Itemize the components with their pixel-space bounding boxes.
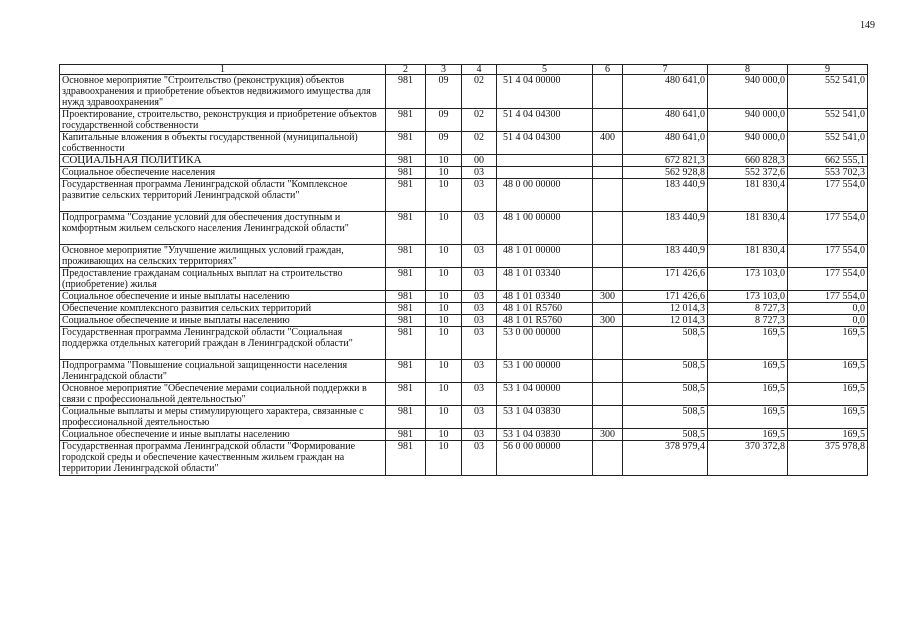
amount-cell: 181 830,4 [708, 245, 788, 268]
amount-cell: 0,0 [788, 315, 868, 327]
code-cell: 03 [462, 406, 497, 429]
code-cell: 03 [462, 303, 497, 315]
row-label: Капитальные вложения в объекты государственной (муниципальной) собственности [60, 132, 386, 155]
code-cell: 981 [386, 360, 426, 383]
page-number: 149 [860, 20, 875, 31]
code-cell [593, 406, 623, 429]
amount-cell: 173 103,0 [708, 268, 788, 291]
table-row [60, 109, 868, 132]
table-row [60, 212, 868, 245]
header-cell: 8 [708, 65, 788, 75]
code-cell: 981 [386, 315, 426, 327]
amount-cell: 177 554,0 [788, 291, 868, 303]
header-cell: 5 [497, 65, 593, 75]
code-cell: 300 [593, 315, 623, 327]
row-label: Социальное обеспечение и иные выплаты населению [60, 429, 386, 441]
row-label: Основное мероприятие "Обеспечение мерами социальной поддержки в связи с профессиональной деятельностью" [60, 383, 386, 406]
code-cell: 03 [462, 291, 497, 303]
amount-cell: 562 928,8 [623, 167, 708, 179]
budget-table [59, 64, 868, 476]
header-cell: 2 [386, 65, 426, 75]
table-row [60, 360, 868, 383]
header-cell: 9 [788, 65, 868, 75]
row-label: Социальные выплаты и меры стимулирующего характера, связанные с профессиональной деятельностью [60, 406, 386, 429]
code-cell: 03 [462, 268, 497, 291]
amount-cell: 8 727,3 [708, 315, 788, 327]
code-cell: 03 [462, 327, 497, 360]
amount-cell: 169,5 [708, 383, 788, 406]
table-row [60, 167, 868, 179]
code-cell: 981 [386, 291, 426, 303]
code-cell: 48 1 01 03340 [497, 268, 593, 291]
amount-cell: 8 727,3 [708, 303, 788, 315]
code-cell [593, 441, 623, 476]
code-cell: 56 0 00 00000 [497, 441, 593, 476]
table-row [60, 75, 868, 109]
amount-cell: 12 014,3 [623, 315, 708, 327]
code-cell: 981 [386, 109, 426, 132]
code-cell: 51 4 04 04300 [497, 132, 593, 155]
code-cell [593, 212, 623, 245]
amount-cell: 181 830,4 [708, 212, 788, 245]
amount-cell: 177 554,0 [788, 179, 868, 212]
header-row [60, 65, 868, 75]
header-cell: 3 [426, 65, 462, 75]
table-row [60, 155, 868, 167]
table-row [60, 245, 868, 268]
row-label: Социальное обеспечение и иные выплаты населению [60, 291, 386, 303]
amount-cell: 552 372,6 [708, 167, 788, 179]
code-cell: 981 [386, 406, 426, 429]
amount-cell: 662 555,1 [788, 155, 868, 167]
code-cell: 981 [386, 245, 426, 268]
amount-cell: 508,5 [623, 406, 708, 429]
code-cell: 48 1 01 00000 [497, 245, 593, 268]
code-cell [497, 155, 593, 167]
code-cell: 300 [593, 429, 623, 441]
table-row [60, 315, 868, 327]
amount-cell: 0,0 [788, 303, 868, 315]
code-cell: 10 [426, 245, 462, 268]
code-cell: 981 [386, 212, 426, 245]
code-cell: 48 0 00 00000 [497, 179, 593, 212]
amount-cell: 378 979,4 [623, 441, 708, 476]
code-cell: 10 [426, 268, 462, 291]
amount-cell: 169,5 [788, 406, 868, 429]
code-cell: 03 [462, 245, 497, 268]
amount-cell: 183 440,9 [623, 212, 708, 245]
code-cell: 09 [426, 75, 462, 109]
amount-cell: 169,5 [788, 383, 868, 406]
code-cell: 03 [462, 383, 497, 406]
code-cell: 48 1 00 00000 [497, 212, 593, 245]
header-cell: 4 [462, 65, 497, 75]
code-cell: 48 1 01 R5760 [497, 303, 593, 315]
amount-cell: 169,5 [788, 429, 868, 441]
amount-cell: 183 440,9 [623, 179, 708, 212]
amount-cell: 169,5 [708, 429, 788, 441]
table-row [60, 441, 868, 476]
table-row [60, 406, 868, 429]
row-label: СОЦИАЛЬНАЯ ПОЛИТИКА [60, 155, 386, 167]
code-cell: 03 [462, 167, 497, 179]
row-label: Обеспечение комплексного развития сельских территорий [60, 303, 386, 315]
code-cell: 03 [462, 212, 497, 245]
amount-cell: 12 014,3 [623, 303, 708, 315]
amount-cell: 672 821,3 [623, 155, 708, 167]
code-cell: 400 [593, 132, 623, 155]
amount-cell: 480 641,0 [623, 132, 708, 155]
code-cell [593, 75, 623, 109]
amount-cell: 183 440,9 [623, 245, 708, 268]
amount-cell: 508,5 [623, 360, 708, 383]
row-label: Подпрограмма "Повышение социальной защищенности населения Ленинградской области" [60, 360, 386, 383]
code-cell [593, 303, 623, 315]
code-cell: 10 [426, 360, 462, 383]
code-cell [593, 109, 623, 132]
code-cell: 53 1 00 00000 [497, 360, 593, 383]
code-cell: 53 1 04 03830 [497, 429, 593, 441]
code-cell: 02 [462, 109, 497, 132]
code-cell: 981 [386, 155, 426, 167]
amount-cell: 171 426,6 [623, 268, 708, 291]
amount-cell: 375 978,8 [788, 441, 868, 476]
row-label: Государственная программа Ленинградской области "Социальная поддержка отдельных категорий граждан в Ленинградской области" [60, 327, 386, 360]
code-cell: 10 [426, 155, 462, 167]
code-cell [593, 155, 623, 167]
code-cell: 10 [426, 303, 462, 315]
code-cell: 03 [462, 429, 497, 441]
table-row [60, 327, 868, 360]
code-cell: 03 [462, 315, 497, 327]
code-cell: 10 [426, 327, 462, 360]
code-cell: 10 [426, 179, 462, 212]
amount-cell: 169,5 [788, 327, 868, 360]
amount-cell: 940 000,0 [708, 109, 788, 132]
code-cell [593, 327, 623, 360]
amount-cell: 940 000,0 [708, 132, 788, 155]
code-cell [497, 167, 593, 179]
code-cell: 981 [386, 167, 426, 179]
code-cell: 981 [386, 268, 426, 291]
amount-cell: 169,5 [708, 360, 788, 383]
row-label: Подпрограмма "Создание условий для обеспечения доступным и комфортным жильем сельского населения Ленинградской области" [60, 212, 386, 245]
amount-cell: 508,5 [623, 383, 708, 406]
header-cell: 1 [60, 65, 386, 75]
code-cell: 03 [462, 360, 497, 383]
code-cell: 10 [426, 315, 462, 327]
table-row [60, 179, 868, 212]
code-cell: 10 [426, 291, 462, 303]
table-row [60, 268, 868, 291]
code-cell: 981 [386, 327, 426, 360]
amount-cell: 177 554,0 [788, 212, 868, 245]
row-label: Основное мероприятие "Улучшение жилищных условий граждан, проживающих на сельских территориях" [60, 245, 386, 268]
amount-cell: 169,5 [708, 327, 788, 360]
row-label: Основное мероприятие "Строительство (реконструкция) объектов здравоохранения и приобретение объектов недвижимого имущества для нужд здравоохранения" [60, 75, 386, 109]
code-cell: 10 [426, 212, 462, 245]
code-cell: 03 [462, 441, 497, 476]
amount-cell: 508,5 [623, 327, 708, 360]
code-cell: 09 [426, 132, 462, 155]
amount-cell: 370 372,8 [708, 441, 788, 476]
code-cell: 10 [426, 429, 462, 441]
code-cell: 10 [426, 167, 462, 179]
code-cell [593, 383, 623, 406]
code-cell: 981 [386, 441, 426, 476]
code-cell: 10 [426, 406, 462, 429]
table-row [60, 132, 868, 155]
code-cell: 02 [462, 132, 497, 155]
amount-cell: 177 554,0 [788, 245, 868, 268]
amount-cell: 552 541,0 [788, 109, 868, 132]
row-label: Предоставление гражданам социальных выплат на строительство (приобретение) жилья [60, 268, 386, 291]
code-cell: 10 [426, 441, 462, 476]
code-cell: 53 1 04 00000 [497, 383, 593, 406]
code-cell [593, 167, 623, 179]
row-label: Проектирование, строительство, реконструкция и приобретение объектов государственной собственности [60, 109, 386, 132]
code-cell: 981 [386, 179, 426, 212]
table-row [60, 291, 868, 303]
amount-cell: 508,5 [623, 429, 708, 441]
amount-cell: 169,5 [708, 406, 788, 429]
row-label: Социальное обеспечение населения [60, 167, 386, 179]
row-label: Социальное обеспечение и иные выплаты населению [60, 315, 386, 327]
code-cell: 48 1 01 03340 [497, 291, 593, 303]
code-cell: 09 [426, 109, 462, 132]
code-cell: 48 1 01 R5760 [497, 315, 593, 327]
code-cell [593, 245, 623, 268]
code-cell: 981 [386, 132, 426, 155]
code-cell: 300 [593, 291, 623, 303]
amount-cell: 177 554,0 [788, 268, 868, 291]
code-cell: 981 [386, 429, 426, 441]
code-cell: 02 [462, 75, 497, 109]
amount-cell: 480 641,0 [623, 109, 708, 132]
code-cell: 51 4 04 00000 [497, 75, 593, 109]
code-cell [593, 360, 623, 383]
table-row [60, 383, 868, 406]
amount-cell: 940 000,0 [708, 75, 788, 109]
code-cell [593, 179, 623, 212]
code-cell: 981 [386, 75, 426, 109]
amount-cell: 553 702,3 [788, 167, 868, 179]
amount-cell: 552 541,0 [788, 132, 868, 155]
amount-cell: 181 830,4 [708, 179, 788, 212]
table-row [60, 303, 868, 315]
code-cell: 03 [462, 179, 497, 212]
amount-cell: 480 641,0 [623, 75, 708, 109]
header-cell: 7 [623, 65, 708, 75]
code-cell: 981 [386, 383, 426, 406]
code-cell [593, 268, 623, 291]
table-row [60, 429, 868, 441]
amount-cell: 169,5 [788, 360, 868, 383]
header-cell: 6 [593, 65, 623, 75]
code-cell: 53 0 00 00000 [497, 327, 593, 360]
row-label: Государственная программа Ленинградской области "Формирование городской среды и обеспечение качественным жильем граждан на территории Ленинградской области" [60, 441, 386, 476]
amount-cell: 552 541,0 [788, 75, 868, 109]
code-cell: 981 [386, 303, 426, 315]
code-cell: 10 [426, 383, 462, 406]
code-cell: 51 4 04 04300 [497, 109, 593, 132]
amount-cell: 171 426,6 [623, 291, 708, 303]
amount-cell: 173 103,0 [708, 291, 788, 303]
row-label: Государственная программа Ленинградской области "Комплексное развитие сельских территорий Ленинградской области" [60, 179, 386, 212]
code-cell: 00 [462, 155, 497, 167]
code-cell: 53 1 04 03830 [497, 406, 593, 429]
amount-cell: 660 828,3 [708, 155, 788, 167]
